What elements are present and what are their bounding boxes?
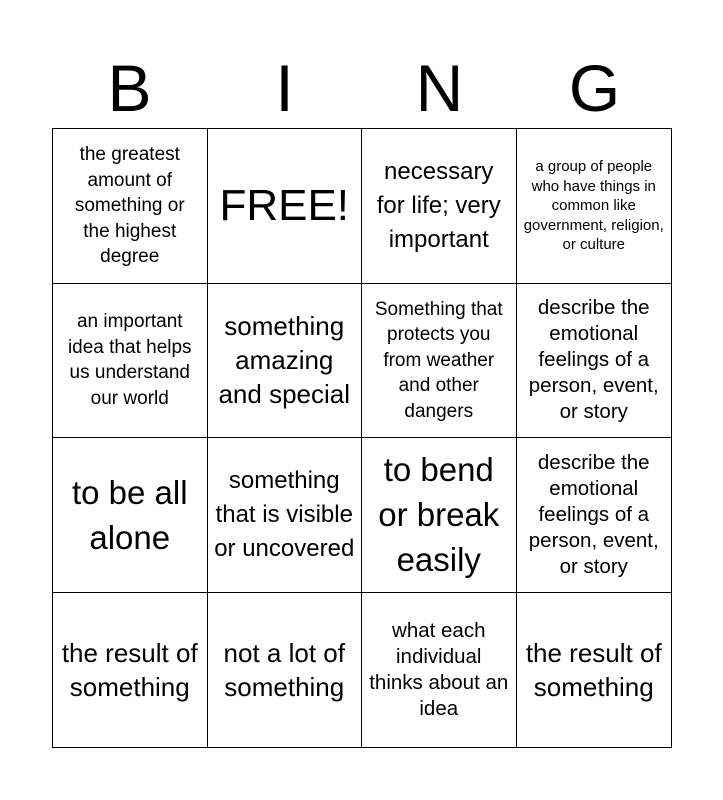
cell-text: the result of something: [61, 637, 198, 702]
bingo-board: [52, 128, 672, 748]
cell-text: describe the emotional feelings of a person, event, or story: [528, 296, 659, 424]
cell-text: the greatest amount of something or the highest degree: [74, 144, 185, 267]
bingo-cell-r2c2[interactable]: [208, 284, 363, 439]
cell-text: Something that protects you from weather and other dangers: [374, 298, 503, 422]
bingo-cell-r3c1[interactable]: [53, 438, 208, 593]
cell-text: to be all alone: [71, 473, 188, 556]
bingo-cell-r1c4[interactable]: [517, 129, 672, 284]
cell-text: not a lot of something: [223, 637, 345, 702]
header-letter-b: B: [107, 51, 152, 125]
bingo-cell-r3c4[interactable]: [517, 438, 672, 593]
bingo-cell-r3c3[interactable]: [362, 438, 517, 593]
cell-text: the result of something: [525, 637, 662, 702]
free-space-label: FREE!: [219, 180, 350, 230]
bingo-header: [52, 52, 672, 124]
cell-text: a group of people who have things in common like government, religion, or culture: [523, 158, 664, 253]
cell-text: something that is visible or uncovered: [214, 466, 355, 562]
bingo-cell-r4c4[interactable]: [517, 593, 672, 748]
bingo-cell-r4c1[interactable]: [53, 593, 208, 748]
header-letter-i: I: [275, 51, 294, 125]
cell-text: to bend or break easily: [378, 451, 500, 579]
cell-text: describe the emotional feelings of a person, event, or story: [528, 450, 659, 578]
free-space-cell[interactable]: [208, 129, 363, 284]
bingo-cell-r3c2[interactable]: [208, 438, 363, 593]
cell-text: what each individual thinks about an idea: [369, 618, 509, 720]
bingo-cell-r2c3[interactable]: [362, 284, 517, 439]
header-letter-n: N: [415, 51, 464, 125]
cell-text: an important idea that helps us understand our world: [67, 311, 192, 409]
bingo-cell-r1c3[interactable]: [362, 129, 517, 284]
header-letter-g: G: [568, 51, 621, 125]
cell-text: necessary for life; very important: [376, 157, 501, 253]
cell-text: something amazing and special: [218, 311, 351, 410]
bingo-cell-r2c1[interactable]: [53, 284, 208, 439]
bingo-cell-r4c2[interactable]: [208, 593, 363, 748]
bingo-cell-r2c4[interactable]: [517, 284, 672, 439]
bingo-cell-r1c1[interactable]: [53, 129, 208, 284]
bingo-cell-r4c3[interactable]: [362, 593, 517, 748]
